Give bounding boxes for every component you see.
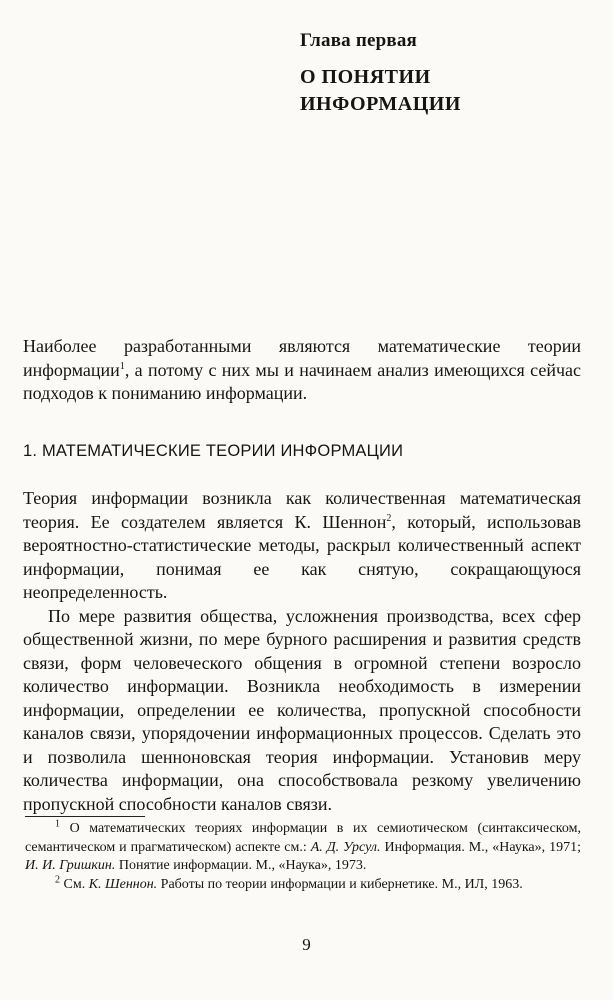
p1-text-b: , который, использовав вероятностно-статистические методы, раскрыл количественный аспект информации, понимая ее как снятую, сокращающуюся неопределенность.	[23, 511, 582, 602]
footnote-2-mark: 2	[55, 873, 60, 885]
footnote-1-author-1: А. Д. Урсул.	[310, 839, 381, 855]
section-heading: 1. МАТЕМАТИЧЕСКИЕ ТЕОРИИ ИНФОРМАЦИИ	[23, 442, 404, 460]
body-paragraph-1	[23, 487, 581, 605]
footnote-2-author: К. Шеннон.	[88, 876, 158, 892]
footnote-2-text: См.	[60, 876, 89, 892]
footnote-2	[25, 873, 581, 895]
footnote-1-text-3: Понятие информации. М., «Наука», 1973.	[115, 858, 367, 873]
intro-text-b: , а потому с них мы и начинаем анализ имеющихся сейчас подходов к пониманию информации.	[23, 359, 581, 403]
chapter-title: О ПОНЯТИИ ИНФОРМАЦИИ	[300, 66, 461, 115]
footnote-ref-2: 2	[386, 512, 392, 524]
footnote-separator	[25, 816, 145, 817]
footnote-1-author-2: И. И. Гришкин.	[25, 858, 116, 873]
page-number: 9	[302, 935, 311, 954]
footnote-2-text-2: Работы по теории информации и кибернетике. М., ИЛ, 1963.	[157, 876, 523, 892]
footnote-1-mark: 1	[55, 818, 60, 830]
footnote-1	[25, 820, 581, 876]
footnotes	[25, 820, 581, 894]
intro-paragraph	[23, 335, 581, 406]
p1-text-a: Теория информации возникла как количественная математическая теория. Ее создателем является К. Шеннон	[23, 488, 581, 532]
section-body	[23, 487, 581, 816]
footnote-1-text: О математических теориях информации в их семиотическом (синтаксическом, семантическом и прагматическом) аспекте см.:	[25, 821, 581, 855]
footnote-1-text-2: Информация. М., «Наука», 1971;	[380, 839, 581, 855]
footnote-ref-1: 1	[119, 360, 125, 372]
body-paragraph-2: По мере развития общества, усложнения производства, всех сфер общественной жизни, по мере бурного расширения и развития средств связи, форм человеческого общения в огромной степени возросло количество информации. Возникла необходимость в измерении информации, определении ее количества, пропускной способности каналов связи, упорядочении информационных процессов. Сделать это и позволила шенноновская теория информации. Установив меру количества информации, она способствовала резкому увеличению пропускной способности каналов связи.	[23, 605, 581, 814]
chapter-label: Глава первая	[300, 30, 418, 51]
intro-text-a: Наиболее разработанными являются математические теории информации	[23, 336, 581, 380]
